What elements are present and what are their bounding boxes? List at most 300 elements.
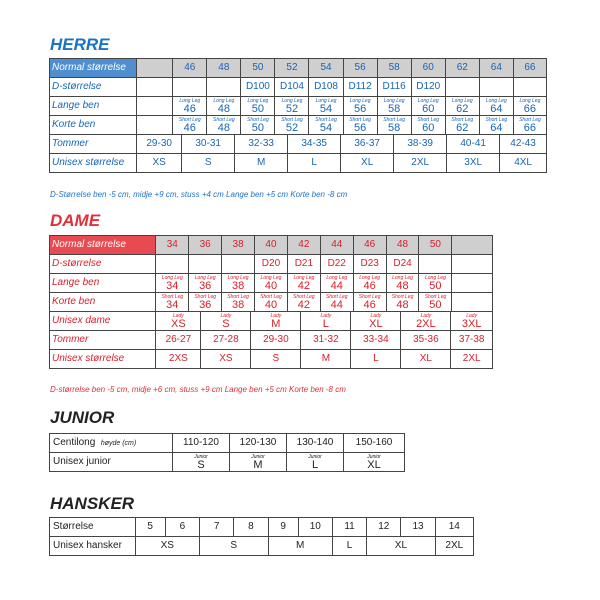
row-label: Unisex hansker xyxy=(50,537,136,556)
cell-tag: Junior xyxy=(194,454,208,460)
row-label: Tommer xyxy=(50,331,156,350)
cell-tag: Short Leg xyxy=(315,117,337,123)
cell: XL xyxy=(341,154,394,172)
cell-tag: Short Leg xyxy=(383,117,405,123)
cell-tag: Short Leg xyxy=(349,117,371,123)
cell xyxy=(452,293,493,312)
cell-tag: Short Leg xyxy=(485,117,508,123)
cell-tag: Lady xyxy=(370,313,382,319)
cell: S xyxy=(182,154,235,172)
tagged-cell xyxy=(320,293,353,312)
tagged-cell xyxy=(377,116,411,135)
herre-row-d xyxy=(50,78,547,97)
cell-value: XS xyxy=(171,318,186,330)
cell-tag: Long Leg xyxy=(179,98,201,104)
cell xyxy=(189,255,222,274)
unisexdame-subtable xyxy=(156,312,492,330)
cell-tag: Short Leg xyxy=(293,294,315,300)
cell-value: 66 xyxy=(523,103,537,115)
cell-tag: Long Leg xyxy=(425,275,446,281)
cell: 14 xyxy=(435,518,473,537)
cell-value: 34 xyxy=(166,299,179,311)
cell: 35-36 xyxy=(401,331,451,349)
cell-value: 52 xyxy=(285,122,299,134)
cell-tag: Short Leg xyxy=(358,294,381,300)
tagged-cell xyxy=(513,116,546,135)
tagged-cell xyxy=(189,274,222,293)
row-label: Tommer xyxy=(50,135,137,154)
cell: 4XL xyxy=(514,157,532,168)
cell: 31-32 xyxy=(301,331,351,349)
row-label xyxy=(50,434,173,453)
dame-row-unisex xyxy=(50,350,493,369)
cell: 42-43 xyxy=(510,138,536,149)
cell: 27-28 xyxy=(201,331,251,349)
cell-tag: Lady xyxy=(466,313,478,319)
dame-footnote: D-størrelse ben -5 cm, midje +6 cm, stuss +9 cm Lange ben +5 cm Korte ben -8 cm xyxy=(50,385,346,394)
cell-tag: Long Leg xyxy=(349,98,371,104)
tagged-cell xyxy=(411,116,445,135)
cell-tag: Short Leg xyxy=(325,294,348,300)
merged-row xyxy=(156,312,493,331)
row-label: D-størrelse xyxy=(50,78,137,97)
tagged-cell xyxy=(189,293,222,312)
cell xyxy=(452,255,493,274)
cell-tag: Long Leg xyxy=(213,98,235,104)
junior-row-centilong xyxy=(50,434,405,453)
cell: 2XS xyxy=(156,350,201,368)
tagged-cell xyxy=(173,116,207,135)
cell: 48 xyxy=(386,236,419,255)
cell-tag: Long Leg xyxy=(359,275,381,281)
tagged-cell xyxy=(386,274,419,293)
cell-value: 50 xyxy=(251,122,265,134)
cell-tag: Long Leg xyxy=(247,98,269,104)
tagged-cell xyxy=(207,116,241,135)
herre-table xyxy=(49,58,547,173)
cell: 6 xyxy=(165,518,199,537)
junior-table xyxy=(49,433,405,472)
cell-value: M xyxy=(271,318,281,330)
cell: S xyxy=(200,537,268,556)
cell-value: 3XL xyxy=(461,318,482,330)
cell-value: 62 xyxy=(456,122,469,134)
tommer-subtable xyxy=(137,135,546,153)
cell-value: 46 xyxy=(183,103,196,115)
cell xyxy=(137,116,173,135)
cell-value: 60 xyxy=(422,103,435,115)
cell: 48 xyxy=(207,59,241,78)
tommer-subtable xyxy=(156,331,492,349)
cell-value: 64 xyxy=(490,103,503,115)
tagged-cell xyxy=(479,97,513,116)
cell: 58 xyxy=(377,59,411,78)
cell-value: 36 xyxy=(199,299,212,311)
cell: D21 xyxy=(287,255,320,274)
tagged-cell xyxy=(255,293,288,312)
cell: 64 xyxy=(479,59,513,78)
cell-value: 36 xyxy=(199,280,212,292)
cell: L xyxy=(288,154,341,172)
cell-value: XL xyxy=(369,318,383,330)
dame-table xyxy=(49,235,493,369)
cell: 120-130 xyxy=(230,434,287,453)
cell: 12 xyxy=(367,518,401,537)
cell: 44 xyxy=(320,236,353,255)
cell-value: 44 xyxy=(330,280,343,292)
cell-tag: Long Leg xyxy=(293,275,315,281)
tagged-cell xyxy=(343,116,377,135)
cell: D100 xyxy=(241,78,275,97)
cell: D116 xyxy=(377,78,411,97)
cell: M xyxy=(235,154,288,172)
herre-row-lange xyxy=(50,97,547,116)
cell xyxy=(479,78,513,97)
cell-value: 54 xyxy=(319,103,333,115)
cell: 37-38 xyxy=(458,334,485,345)
cell-tag: Short Leg xyxy=(417,117,440,123)
cell: 11 xyxy=(332,518,366,537)
row-label: Normal størrelse xyxy=(50,236,156,255)
merged-row xyxy=(156,350,493,369)
tagged-cell xyxy=(251,312,301,330)
cell xyxy=(207,78,241,97)
cell-value: 48 xyxy=(217,103,230,115)
dame-row-d xyxy=(50,255,493,274)
row-label: Størrelse xyxy=(50,518,136,537)
tagged-cell xyxy=(287,453,344,472)
cell-value: 48 xyxy=(396,280,409,292)
cell: XS xyxy=(201,350,251,368)
cell-value: 38 xyxy=(231,280,245,292)
herre-title: HERRE xyxy=(50,35,110,54)
tagged-cell xyxy=(445,116,479,135)
cell-tag: Lady xyxy=(172,313,184,319)
tagged-cell xyxy=(230,453,287,472)
cell-value: 58 xyxy=(388,103,401,115)
cell-tag: Long Leg xyxy=(485,98,507,104)
cell-tag: Long Leg xyxy=(194,275,216,281)
cell: 8 xyxy=(234,518,268,537)
cell-tag: Lady xyxy=(270,313,282,319)
tagged-cell xyxy=(386,293,419,312)
cell-value: 60 xyxy=(422,122,435,134)
cell-tag: Short Leg xyxy=(391,294,414,300)
tagged-cell xyxy=(173,97,207,116)
cell: XL xyxy=(367,537,435,556)
cell-tag: Lady xyxy=(320,313,332,319)
cell-value: 56 xyxy=(353,103,367,115)
cell-tag: Long Leg xyxy=(260,275,282,281)
cell-value: 34 xyxy=(166,280,179,292)
cell-tag: Short Leg xyxy=(451,117,474,123)
cell-value: 52 xyxy=(285,103,299,115)
dame-row-lange xyxy=(50,274,493,293)
tagged-cell xyxy=(419,274,452,293)
tagged-cell xyxy=(156,274,189,293)
cell xyxy=(452,274,493,293)
cell-value: 46 xyxy=(363,299,376,311)
cell-value: 64 xyxy=(490,122,503,134)
cell-value: 42 xyxy=(297,299,310,311)
hansker-row-storrelse xyxy=(50,518,474,537)
cell-tag: Long Leg xyxy=(451,98,473,104)
cell-value: 42 xyxy=(297,280,310,292)
cell: 62 xyxy=(445,59,479,78)
row-label: Lange ben xyxy=(50,97,137,116)
cell-value: 38 xyxy=(231,299,245,311)
cell: D24 xyxy=(386,255,419,274)
tagged-cell xyxy=(451,312,492,330)
hansker-title: HANSKER xyxy=(50,494,135,513)
tagged-cell xyxy=(309,116,343,135)
cell: 10 xyxy=(298,518,332,537)
hansker-table xyxy=(49,517,474,556)
cell: L xyxy=(332,537,366,556)
tagged-cell xyxy=(343,97,377,116)
cell-tag: Short Leg xyxy=(178,117,201,123)
cell-tag: Short Leg xyxy=(281,117,303,123)
cell: XL xyxy=(401,350,451,368)
cell: 36 xyxy=(189,236,222,255)
cell: D104 xyxy=(275,78,309,97)
cell-value: 40 xyxy=(264,299,278,311)
cell: 50 xyxy=(419,236,452,255)
herre-row-korte xyxy=(50,116,547,135)
herre-row-normal xyxy=(50,59,547,78)
cell-tag: Short Leg xyxy=(424,294,447,300)
cell xyxy=(513,78,546,97)
herre-row-tommer xyxy=(50,135,547,154)
tagged-cell xyxy=(201,312,251,330)
cell: D112 xyxy=(343,78,377,97)
dame-title: DAME xyxy=(50,211,101,230)
cell-value: 2XL xyxy=(416,318,436,330)
cell-value: 58 xyxy=(388,122,401,134)
tagged-cell xyxy=(353,274,386,293)
tagged-cell xyxy=(275,97,309,116)
cell: 34-35 xyxy=(288,135,341,153)
tagged-cell xyxy=(275,116,309,135)
cell-value: XL xyxy=(367,459,381,471)
cell-tag: Long Leg xyxy=(315,98,337,104)
cell-value: L xyxy=(322,318,329,330)
cell-tag: Short Leg xyxy=(161,294,184,300)
cell-tag: Long Leg xyxy=(227,275,249,281)
cell-value: 46 xyxy=(183,122,196,134)
tagged-cell xyxy=(287,274,320,293)
cell: XS xyxy=(135,537,199,556)
cell: 38-39 xyxy=(394,135,447,153)
cell xyxy=(137,97,173,116)
cell-tag: Short Leg xyxy=(212,117,235,123)
cell-tag: Long Leg xyxy=(417,98,439,104)
herre-row-unisex xyxy=(50,154,547,173)
cell: 2XL xyxy=(435,537,473,556)
row-label: Unisex størrelse xyxy=(50,154,137,173)
tagged-cell xyxy=(320,274,353,293)
cell-value: M xyxy=(253,459,263,471)
centilong-label: Centilong xyxy=(53,437,96,448)
tagged-cell xyxy=(287,293,320,312)
tagged-cell xyxy=(411,97,445,116)
cell-tag: Junior xyxy=(251,454,265,460)
cell: 34 xyxy=(156,236,189,255)
merged-row xyxy=(137,154,547,173)
cell-tag: Long Leg xyxy=(519,98,541,104)
cell: 50 xyxy=(241,59,275,78)
cell-tag: Short Leg xyxy=(519,117,541,123)
tagged-cell xyxy=(479,116,513,135)
cell xyxy=(419,255,452,274)
cell-value: 66 xyxy=(523,122,537,134)
cell-tag: Lady xyxy=(220,313,232,319)
cell-tag: Short Leg xyxy=(194,294,217,300)
cell-value: 48 xyxy=(217,122,230,134)
cell: 110-120 xyxy=(173,434,230,453)
cell: D22 xyxy=(320,255,353,274)
row-label: Korte ben xyxy=(50,293,156,312)
row-label: Lange ben xyxy=(50,274,156,293)
unisex-subtable xyxy=(156,350,492,368)
cell xyxy=(222,255,255,274)
dame-row-unisexdame xyxy=(50,312,493,331)
tagged-cell xyxy=(301,312,351,330)
unisex-subtable xyxy=(137,154,546,172)
cell xyxy=(156,255,189,274)
cell-tag: Long Leg xyxy=(392,275,413,281)
cell: 3XL xyxy=(447,154,500,172)
tagged-cell xyxy=(309,97,343,116)
tagged-cell xyxy=(401,312,451,330)
cell-tag: Junior xyxy=(367,454,381,460)
cell: 46 xyxy=(353,236,386,255)
junior-row-unisex xyxy=(50,453,405,472)
row-label: Normal størrelse xyxy=(50,59,137,78)
cell-tag: Lady xyxy=(420,313,432,319)
cell-tag: Short Leg xyxy=(227,294,249,300)
cell-value: 50 xyxy=(429,280,442,292)
cell: 46 xyxy=(173,59,207,78)
cell: L xyxy=(351,350,401,368)
cell: M xyxy=(301,350,351,368)
cell xyxy=(137,59,173,78)
row-label: Korte ben xyxy=(50,116,137,135)
cell: 2XL xyxy=(394,154,447,172)
cell-tag: Long Leg xyxy=(161,275,183,281)
cell: D108 xyxy=(309,78,343,97)
cell: M xyxy=(268,537,332,556)
cell xyxy=(452,236,493,255)
cell: D120 xyxy=(411,78,445,97)
row-label: Unisex junior xyxy=(50,453,173,472)
merged-row xyxy=(156,331,493,350)
cell: 2XL xyxy=(462,353,481,364)
cell: D23 xyxy=(353,255,386,274)
hansker-row-unisex xyxy=(50,537,474,556)
cell: 29-30 xyxy=(251,331,301,349)
tagged-cell xyxy=(377,97,411,116)
cell: 5 xyxy=(135,518,165,537)
tagged-cell xyxy=(419,293,452,312)
cell-value: 46 xyxy=(363,280,376,292)
cell: 42 xyxy=(287,236,320,255)
row-label: Unisex dame xyxy=(50,312,156,331)
herre-footnote: D-Størrelse ben -5 cm, midje +9 cm, stuss +4 cm Lange ben +5 cm Korte ben -8 cm xyxy=(50,190,348,199)
tagged-cell xyxy=(255,274,288,293)
cell: XS xyxy=(137,154,182,172)
cell-value: 50 xyxy=(251,103,265,115)
cell-tag: Long Leg xyxy=(281,98,303,104)
cell-tag: Long Leg xyxy=(326,275,348,281)
cell-value: 44 xyxy=(330,299,343,311)
tagged-cell xyxy=(241,116,275,135)
row-label: Unisex størrelse xyxy=(50,350,156,369)
cell-value: L xyxy=(311,459,319,471)
cell xyxy=(137,78,173,97)
cell-tag: Junior xyxy=(308,454,322,460)
cell-value: 40 xyxy=(264,280,278,292)
cell: 54 xyxy=(309,59,343,78)
cell-value: 62 xyxy=(456,103,469,115)
tagged-cell xyxy=(241,97,275,116)
cell: 40 xyxy=(255,236,288,255)
cell: 36-37 xyxy=(341,135,394,153)
tagged-cell xyxy=(513,97,546,116)
cell: 32-33 xyxy=(235,135,288,153)
cell: 56 xyxy=(343,59,377,78)
tagged-cell xyxy=(222,293,255,312)
cell: 33-34 xyxy=(351,331,401,349)
cell xyxy=(173,78,207,97)
centilong-sub: høyde (cm) xyxy=(100,440,137,447)
merged-row xyxy=(137,135,547,154)
cell: 7 xyxy=(200,518,234,537)
cell: 26-27 xyxy=(156,331,201,349)
cell-value: S xyxy=(197,459,205,471)
tagged-cell xyxy=(173,453,230,472)
cell: 9 xyxy=(268,518,298,537)
cell: 52 xyxy=(275,59,309,78)
tagged-cell xyxy=(353,293,386,312)
cell: S xyxy=(251,350,301,368)
dame-row-tommer xyxy=(50,331,493,350)
cell: 13 xyxy=(401,518,435,537)
junior-title: JUNIOR xyxy=(50,408,115,427)
cell-value: 48 xyxy=(396,299,409,311)
row-label: D-størrelse xyxy=(50,255,156,274)
tagged-cell xyxy=(207,97,241,116)
tagged-cell xyxy=(156,312,201,330)
tagged-cell xyxy=(351,312,401,330)
tagged-cell xyxy=(445,97,479,116)
cell: 38 xyxy=(222,236,255,255)
cell: 29-30 xyxy=(137,135,182,153)
cell-tag: Short Leg xyxy=(260,294,282,300)
cell-value: S xyxy=(222,318,230,330)
cell-value: 56 xyxy=(353,122,367,134)
cell: 60 xyxy=(411,59,445,78)
tagged-cell xyxy=(156,293,189,312)
cell-tag: Long Leg xyxy=(383,98,405,104)
dame-row-normal xyxy=(50,236,493,255)
cell-value: 50 xyxy=(429,299,442,311)
cell: 130-140 xyxy=(287,434,344,453)
dame-row-korte xyxy=(50,293,493,312)
cell: 40-41 xyxy=(447,135,500,153)
cell: D20 xyxy=(255,255,288,274)
cell-value: 54 xyxy=(319,122,333,134)
